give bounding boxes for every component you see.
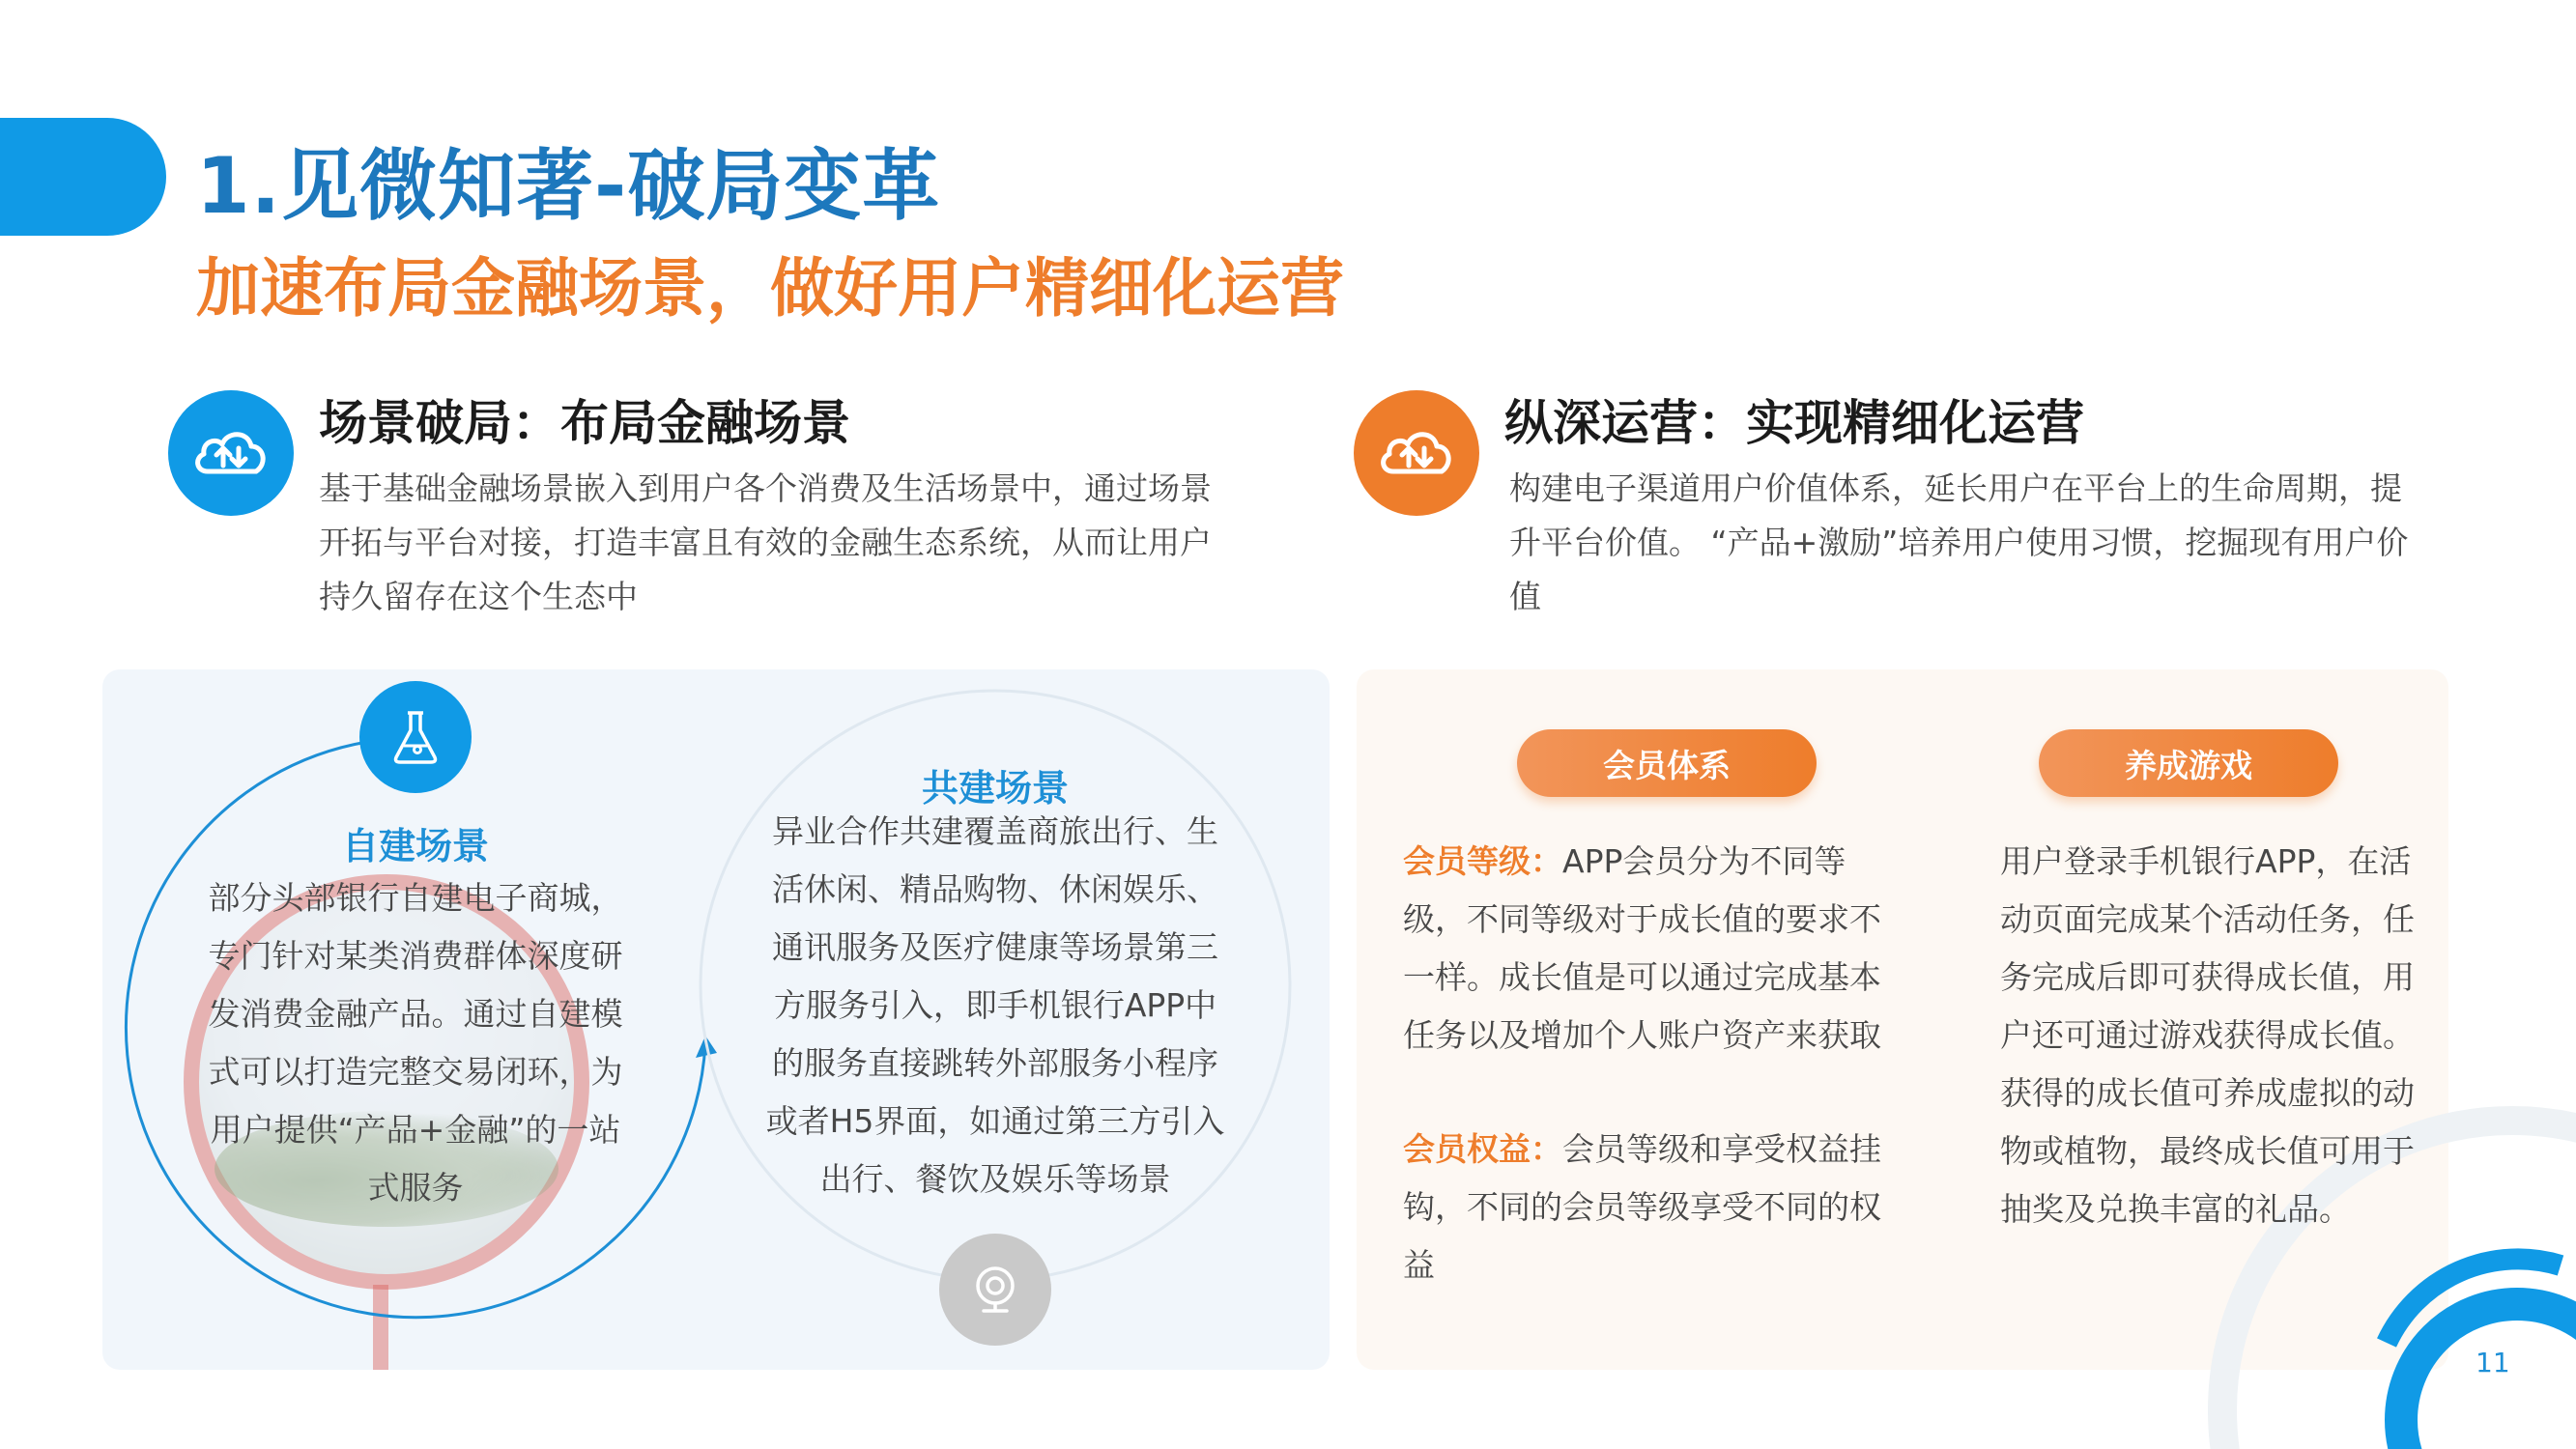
- membership-system-pill: 会员体系: [1517, 729, 1817, 797]
- section-desc-scene: 基于基础金融场景嵌入到用户各个消费及生活场景中，通过场景开拓与平台对接，打造丰富且有效的金融生态系统，从而让用户持久留存在这个生态中: [319, 469, 1212, 615]
- membership-rights-text: 会员等级和享受权益挂钩，不同的会员等级享受不同的权益: [1403, 1130, 1881, 1284]
- growth-game-paragraph: 用户登录手机银行APP，在活动页面完成某个活动任务，任务完成后即可获得成长值，用户还可通过游戏获得成长值。获得的成长值可养成虚拟的动物或植物，最终成长值可用于抽奖及兑换丰富的礼品。: [2000, 842, 2415, 1228]
- section-desc-operation: 构建电子渠道用户价值体系，延长用户在平台上的生命周期，提升平台价值。 “产品+激励”培养用户使用习惯，挖掘现有用户价值: [1509, 469, 2409, 615]
- membership-rights-label: 会员权益：: [1403, 1130, 1562, 1168]
- webcam-icon: [939, 1234, 1051, 1346]
- co-built-scene-text: 异业合作共建覆盖商旅出行、生活休闲、精品购物、休闲娱乐、通讯服务及医疗健康等场景第三方服务引入，即手机银行APP中的服务直接跳转外部服务小程序或者H5界面，如通过第三方引入出行、餐饮及娱乐等场景: [765, 812, 1225, 1198]
- membership-level-label: 会员等级：: [1403, 842, 1562, 880]
- growth-game-pill: 养成游戏: [2039, 729, 2338, 797]
- page-title: 1.见微知著-破局变革: [196, 141, 941, 231]
- membership-level-text: APP会员分为不同等级，不同等级对于成长值的要求不一样。成长值是可以通过完成基本任务以及增加个人账户资产来获取: [1403, 842, 1881, 1054]
- co-built-scene-title: 共建场景: [921, 767, 1069, 810]
- flask-icon: [359, 681, 472, 793]
- section-title-scene: 场景破局：布局金融场景: [319, 395, 850, 451]
- membership-rights-paragraph: [1403, 1121, 1905, 1294]
- self-built-scene-text: 部分头部银行自建电子商城，专门针对某类消费群体深度研发消费金融产品。通过自建模式可以打造完整交易闭环，为用户提供“产品+金融”的一站式服务: [208, 879, 623, 1207]
- membership-level-paragraph: [1403, 833, 1905, 1065]
- section-title-operation: 纵深运营：实现精细化运营: [1504, 395, 2084, 451]
- page-number: 11: [2476, 1347, 2510, 1378]
- self-built-scene-title: 自建场景: [341, 825, 489, 867]
- page-subtitle: 加速布局金融场景，做好用户精细化运营: [196, 251, 1344, 326]
